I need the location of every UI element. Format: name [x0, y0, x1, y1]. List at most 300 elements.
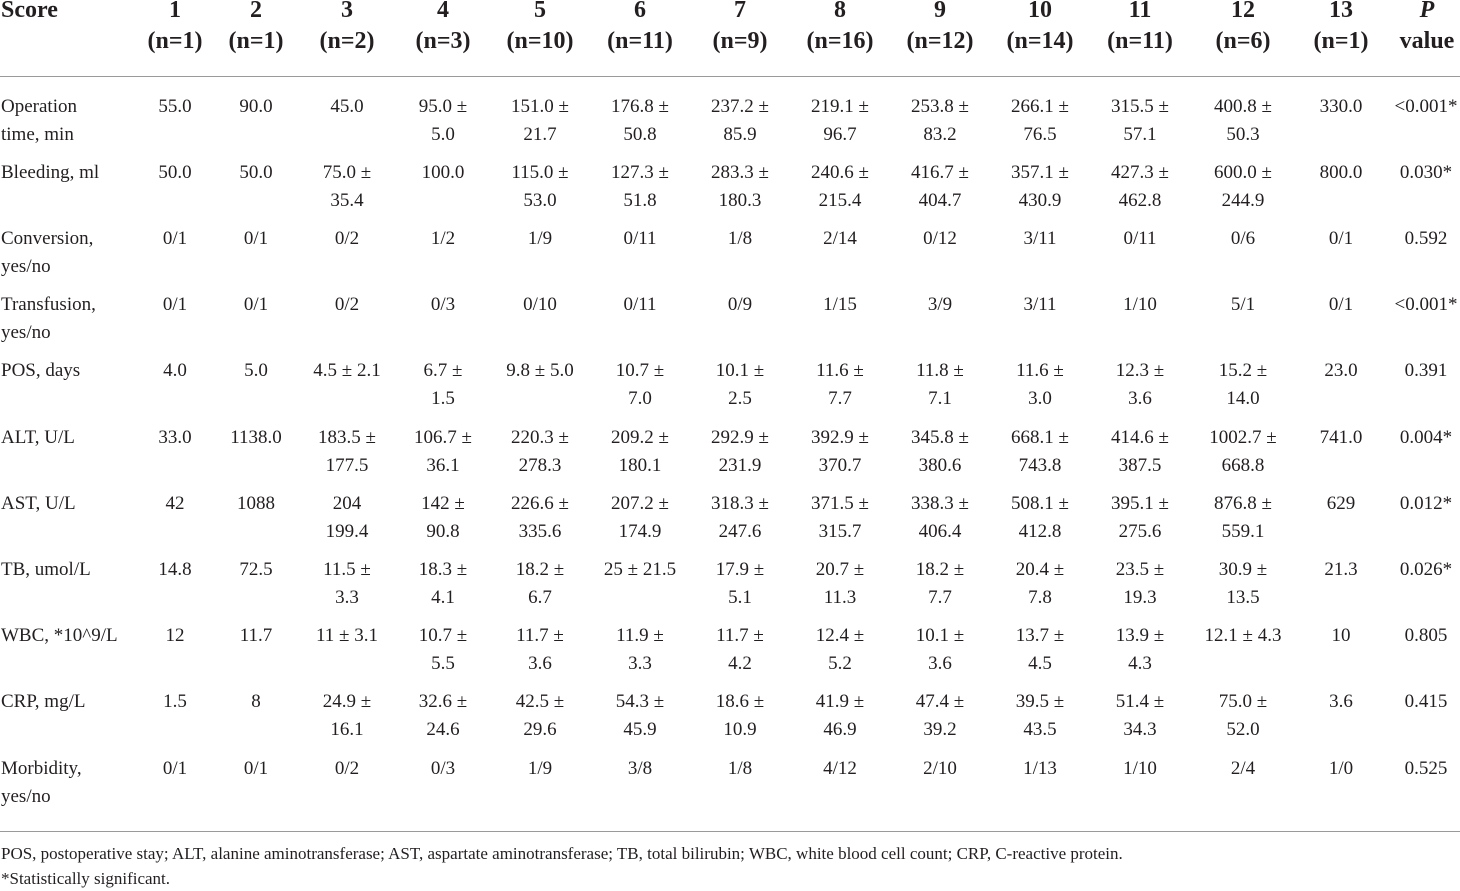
cell-line: 12.4 ±: [815, 625, 865, 646]
cell-line: 12.1 ± 4.3: [1204, 625, 1282, 646]
cell-line: 1002.7 ±: [1209, 427, 1277, 448]
cell-line: 0.030*: [1399, 162, 1453, 183]
table-cell: [390, 556, 496, 612]
table-cell: [987, 225, 1093, 253]
table-cell: [587, 291, 693, 319]
table-cell: [1288, 556, 1394, 584]
table-cell: [987, 556, 1093, 612]
table-cell: [787, 93, 893, 149]
cell-line: 45.0: [330, 96, 364, 117]
row-label: [1, 291, 96, 347]
table-cell: [294, 556, 400, 612]
cell-line: 32.6 ±: [418, 691, 468, 712]
table-cell: [1288, 688, 1394, 716]
header-score-8: [792, 0, 888, 57]
table-cell: [294, 424, 400, 480]
cell-line: 207.2 ±: [611, 493, 669, 514]
table-cell: [587, 556, 693, 584]
row-label-line: WBC, *10^9/L: [1, 625, 118, 646]
cell-line: 4.3: [1128, 653, 1152, 674]
table-cell: [887, 291, 993, 319]
cell-line: 11.7 ±: [716, 625, 764, 646]
table-cell: [587, 93, 693, 149]
table-cell: [1190, 688, 1296, 744]
footnote-abbreviations: POS, postoperative stay; ALT, alanine aminotransferase; AST, aspartate aminotransferase; TB, total bilirubin; WBC, white blood cell count; CRP, C-reactive protein.: [1, 844, 1123, 863]
table-cell: [787, 225, 893, 253]
cell-line: 18.2 ±: [915, 559, 965, 580]
p-value-cell: [1386, 755, 1460, 783]
table-cell: [1190, 490, 1296, 546]
cell-line: 600.0 ±: [1214, 162, 1272, 183]
cell-line: 96.7: [823, 124, 857, 145]
cell-line: 177.5: [325, 455, 369, 476]
table-cell: [1087, 93, 1193, 149]
p-value-cell: [1386, 93, 1460, 121]
cell-line: 668.8: [1221, 455, 1265, 476]
table-cell: [987, 688, 1093, 744]
cell-line: 24.6: [426, 719, 460, 740]
cell-line: 180.3: [718, 190, 762, 211]
cell-line: 0.805: [1404, 625, 1448, 646]
table-cell: [787, 424, 893, 480]
cell-line: 14.0: [1226, 388, 1260, 409]
cell-line: 35.4: [330, 190, 364, 211]
cell-line: 23.5 ±: [1115, 559, 1165, 580]
cell-line: 1/13: [1023, 758, 1057, 779]
table-cell: [887, 93, 993, 149]
cell-line: 10.7 ±: [615, 360, 665, 381]
cell-line: 0.004*: [1399, 427, 1453, 448]
table-cell: [787, 159, 893, 215]
cell-line: 4.5: [1028, 653, 1052, 674]
header-score-number: 12: [1231, 0, 1255, 23]
row-label-line: Conversion,: [1, 228, 94, 249]
cell-line: 0.012*: [1399, 493, 1453, 514]
cell-line: 278.3: [518, 455, 562, 476]
cell-line: 3.0: [1028, 388, 1052, 409]
cell-line: 0/1: [243, 294, 269, 315]
table-cell: [1190, 357, 1296, 413]
cell-line: 371.5 ±: [811, 493, 869, 514]
cell-line: 33.0: [158, 427, 192, 448]
p-value-cell: [1386, 225, 1460, 253]
row-label: [1, 424, 75, 452]
row-label: [1, 556, 91, 584]
cell-line: 292.9 ±: [711, 427, 769, 448]
cell-line: 10: [1331, 625, 1351, 646]
row-label-line: Bleeding, ml: [1, 162, 100, 183]
row-label-line: AST, U/L: [1, 493, 76, 514]
row-label: [1, 225, 93, 281]
cell-line: 247.6: [718, 521, 762, 542]
cell-line: 21.7: [523, 124, 557, 145]
table-cell: [487, 159, 593, 215]
cell-line: 1/8: [727, 228, 753, 249]
header-score-number: 13: [1329, 0, 1353, 23]
p-value-cell: [1386, 159, 1460, 187]
table-cell: [687, 225, 793, 253]
table-cell: [687, 490, 793, 546]
cell-line: 151.0 ±: [511, 96, 569, 117]
cell-line: 668.1 ±: [1011, 427, 1069, 448]
cell-line: 75.0 ±: [322, 162, 372, 183]
cell-line: 2/4: [1230, 758, 1256, 779]
table-cell: [390, 688, 496, 744]
header-score-number: 7: [734, 0, 746, 23]
row-label-line: yes/no: [1, 786, 51, 807]
cell-line: 10.1 ±: [915, 625, 965, 646]
cell-line: 52.0: [1226, 719, 1260, 740]
cell-line: 404.7: [918, 190, 962, 211]
table-cell: [987, 291, 1093, 319]
cell-line: 51.4 ±: [1115, 691, 1165, 712]
table-cell: [390, 225, 496, 253]
table-cell: [987, 755, 1093, 783]
cell-line: 57.1: [1123, 124, 1157, 145]
cell-line: 7.0: [628, 388, 652, 409]
cell-line: 315.5 ±: [1111, 96, 1169, 117]
header-score-number: 6: [634, 0, 646, 23]
cell-line: 0/1: [1328, 294, 1354, 315]
cell-line: 209.2 ±: [611, 427, 669, 448]
header-score-count: (n=11): [1107, 28, 1173, 54]
cell-line: 46.9: [823, 719, 857, 740]
row-label-line: Transfusion,: [1, 294, 96, 315]
cell-line: 13.5: [1226, 587, 1260, 608]
p-value-cell: [1386, 622, 1460, 650]
cell-line: 876.8 ±: [1214, 493, 1272, 514]
cell-line: 0/10: [523, 294, 557, 315]
cell-line: 412.8: [1018, 521, 1062, 542]
cell-line: 2/10: [923, 758, 957, 779]
header-score-number: 10: [1028, 0, 1052, 23]
cell-line: 11.9 ±: [616, 625, 664, 646]
header-rule: [0, 76, 1460, 77]
cell-line: 50.3: [1226, 124, 1260, 145]
table-cell: [390, 622, 496, 678]
cell-line: 1/8: [727, 758, 753, 779]
cell-line: 14.8: [158, 559, 192, 580]
table-cell: [390, 93, 496, 149]
p-value-cell: [1386, 424, 1460, 452]
table-cell: [1087, 556, 1193, 612]
header-score-count: (n=16): [806, 28, 874, 54]
cell-line: 85.9: [723, 124, 757, 145]
table-cell: [390, 291, 496, 319]
table-cell: [887, 424, 993, 480]
cell-line: 1/2: [430, 228, 456, 249]
cell-line: 2/14: [823, 228, 857, 249]
cell-line: 11.6 ±: [816, 360, 864, 381]
table-cell: [294, 490, 400, 546]
cell-line: 7.8: [1028, 587, 1052, 608]
table-cell: [787, 490, 893, 546]
table-cell: [1087, 490, 1193, 546]
cell-line: 3.6: [528, 653, 552, 674]
table-cell: [587, 424, 693, 480]
cell-line: 10.7 ±: [418, 625, 468, 646]
cell-line: 1.5: [163, 691, 187, 712]
cell-line: 0/2: [334, 294, 360, 315]
bottom-rule: [0, 831, 1460, 832]
row-label-line: POS, days: [1, 360, 81, 381]
cell-line: 11.6 ±: [1016, 360, 1064, 381]
table-cell: [487, 225, 593, 253]
table-cell: [1190, 755, 1296, 783]
table-cell: [1087, 159, 1193, 215]
footnote-significance: *Statistically significant.: [1, 869, 171, 888]
table-cell: [687, 159, 793, 215]
cell-line: 0/3: [430, 294, 456, 315]
cell-line: 2.5: [728, 388, 752, 409]
table-cell: [1288, 755, 1394, 783]
cell-line: 387.5: [1118, 455, 1162, 476]
cell-line: 5.5: [431, 653, 455, 674]
cell-line: 106.7 ±: [414, 427, 472, 448]
cell-line: 21.3: [1324, 559, 1358, 580]
table-cell: [487, 688, 593, 744]
cell-line: 0.415: [1404, 691, 1448, 712]
table-cell: [1288, 159, 1394, 187]
header-score-number: 5: [534, 0, 546, 23]
table-cell: [487, 490, 593, 546]
cell-line: 220.3 ±: [511, 427, 569, 448]
table-cell: [587, 225, 693, 253]
header-score-count: (n=11): [607, 28, 673, 54]
cell-line: 11 ± 3.1: [316, 625, 378, 646]
table-cell: [787, 755, 893, 783]
cell-line: 315.7: [818, 521, 862, 542]
table-cell: [887, 490, 993, 546]
cell-line: 1/10: [1123, 758, 1157, 779]
cell-line: 3.3: [335, 587, 359, 608]
cell-line: 7.1: [928, 388, 952, 409]
table-cell: [487, 424, 593, 480]
cell-line: 174.9: [618, 521, 662, 542]
table-cell: [1087, 622, 1193, 678]
cell-line: 3/8: [627, 758, 653, 779]
cell-line: 0/11: [623, 294, 657, 315]
cell-line: 50.8: [623, 124, 657, 145]
cell-line: 142 ±: [421, 493, 465, 514]
cell-line: 9.8 ± 5.0: [506, 360, 574, 381]
header-score-5: [492, 0, 588, 57]
cell-line: 743.8: [1018, 455, 1062, 476]
header-score-count: (n=9): [712, 28, 768, 54]
cell-line: 39.2: [923, 719, 957, 740]
cell-line: 370.7: [818, 455, 862, 476]
header-score-13: [1293, 0, 1389, 57]
table-cell: [1087, 357, 1193, 413]
header-score-9: [892, 0, 988, 57]
cell-line: 11.7: [239, 625, 273, 646]
cell-line: 41.9 ±: [815, 691, 865, 712]
header-score-count: (n=6): [1215, 28, 1271, 54]
header-score-count: (n=2): [319, 28, 375, 54]
cell-line: 3/11: [1023, 228, 1057, 249]
cell-line: 10.1 ±: [715, 360, 765, 381]
p-value-cell: [1386, 490, 1460, 518]
header-score-3: [299, 0, 395, 57]
cell-line: 0/11: [1123, 228, 1157, 249]
cell-line: 20.4 ±: [1015, 559, 1065, 580]
table-cell: [687, 424, 793, 480]
table-cell: [1087, 688, 1193, 744]
cell-line: 29.6: [523, 719, 557, 740]
cell-line: 204: [332, 493, 362, 514]
table-cell: [1190, 424, 1296, 480]
header-score-4: [395, 0, 491, 57]
cell-line: 11.5 ±: [323, 559, 371, 580]
table-cell: [987, 622, 1093, 678]
row-label-line: yes/no: [1, 322, 51, 343]
table-cell: [1087, 424, 1193, 480]
cell-line: 0/6: [1230, 228, 1256, 249]
table-cell: [687, 357, 793, 413]
cell-line: 4.1: [431, 587, 455, 608]
header-pvalue-p: P: [1419, 0, 1435, 23]
cell-line: 3.3: [628, 653, 652, 674]
table-cell: [987, 357, 1093, 413]
cell-line: 45.9: [623, 719, 657, 740]
cell-line: 345.8 ±: [911, 427, 969, 448]
table-cell: [1190, 556, 1296, 612]
table-cell: [587, 622, 693, 678]
table-cell: [1288, 490, 1394, 518]
header-score-number: 8: [834, 0, 846, 23]
header-score-count: (n=3): [415, 28, 471, 54]
cell-line: 0.391: [1404, 360, 1448, 381]
table-cell: [487, 93, 593, 149]
table-cell: [687, 291, 793, 319]
cell-line: 0/2: [334, 228, 360, 249]
cell-line: 0/3: [430, 758, 456, 779]
table-cell: [294, 357, 400, 385]
cell-line: 3.6: [1329, 691, 1353, 712]
table-cell: [1288, 424, 1394, 452]
cell-line: 76.5: [1023, 124, 1057, 145]
cell-line: 24.9 ±: [322, 691, 372, 712]
cell-line: 13.9 ±: [1115, 625, 1165, 646]
cell-line: 253.8 ±: [911, 96, 969, 117]
cell-line: 30.9 ±: [1218, 559, 1268, 580]
cell-line: 335.6: [518, 521, 562, 542]
cell-line: 741.0: [1319, 427, 1363, 448]
table-cell: [487, 291, 593, 319]
table-cell: [887, 556, 993, 612]
cell-line: 5.1: [728, 587, 752, 608]
cell-line: 462.8: [1118, 190, 1162, 211]
cell-line: 199.4: [325, 521, 369, 542]
row-label: [1, 755, 82, 811]
row-label-line: Operation: [1, 96, 77, 117]
cell-line: 1/15: [823, 294, 857, 315]
table-cell: [1190, 291, 1296, 319]
cell-line: 215.4: [818, 190, 862, 211]
table-cell: [390, 490, 496, 546]
table-cell: [887, 357, 993, 413]
cell-line: 629: [1326, 493, 1356, 514]
header-score-number: 4: [437, 0, 449, 23]
cell-line: 392.9 ±: [811, 427, 869, 448]
table-cell: [487, 357, 593, 385]
cell-line: 0.026*: [1399, 559, 1453, 580]
row-label: [1, 688, 85, 716]
table-cell: [687, 755, 793, 783]
cell-line: 43.5: [1023, 719, 1057, 740]
table-cell: [887, 225, 993, 253]
header-score-count: (n=12): [906, 28, 974, 54]
table-cell: [787, 291, 893, 319]
table-cell: [887, 755, 993, 783]
header-pvalue: [1394, 0, 1460, 57]
cell-line: 226.6 ±: [511, 493, 569, 514]
table-cell: [487, 622, 593, 678]
cell-line: 5.0: [431, 124, 455, 145]
table-cell: [294, 93, 400, 121]
table-cell: [1087, 291, 1193, 319]
cell-line: <0.001*: [1394, 96, 1458, 117]
table-cell: [887, 159, 993, 215]
table-cell: [987, 424, 1093, 480]
cell-line: 508.1 ±: [1011, 493, 1069, 514]
cell-line: 39.5 ±: [1015, 691, 1065, 712]
cell-line: 100.0: [421, 162, 465, 183]
table-cell: [587, 490, 693, 546]
header-score-10: [992, 0, 1088, 57]
cell-line: 0/2: [334, 758, 360, 779]
header-score-count: (n=14): [1006, 28, 1074, 54]
cell-line: 4.2: [728, 653, 752, 674]
header-score-count: (n=10): [506, 28, 574, 54]
row-label-line: yes/no: [1, 256, 51, 277]
cell-line: 338.3 ±: [911, 493, 969, 514]
cell-line: 380.6: [918, 455, 962, 476]
cell-line: 8: [251, 691, 261, 712]
header-score: Score: [1, 0, 58, 23]
row-label-line: ALT, U/L: [1, 427, 75, 448]
cell-line: 16.1: [330, 719, 364, 740]
table-cell: [1087, 755, 1193, 783]
row-label-line: Morbidity,: [1, 758, 82, 779]
cell-line: 53.0: [523, 190, 557, 211]
row-label: [1, 159, 99, 187]
table-cell: [987, 159, 1093, 215]
cell-line: 1138.0: [230, 427, 282, 448]
cell-line: 10.9: [723, 719, 757, 740]
header-score-6: [592, 0, 688, 57]
row-label: [1, 622, 118, 650]
table-cell: [1288, 93, 1394, 121]
cell-line: 4.0: [163, 360, 187, 381]
cell-line: 83.2: [923, 124, 957, 145]
table-cell: [390, 424, 496, 480]
table-cell: [1190, 159, 1296, 215]
row-label: [1, 93, 77, 149]
cell-line: 51.8: [623, 190, 657, 211]
cell-line: 0/9: [727, 294, 753, 315]
p-value-cell: [1386, 357, 1460, 385]
cell-line: 0/11: [623, 228, 657, 249]
cell-line: 283.3 ±: [711, 162, 769, 183]
table-cell: [487, 556, 593, 612]
row-label-line: time, min: [1, 124, 74, 145]
cell-line: 427.3 ±: [1111, 162, 1169, 183]
cell-line: 240.6 ±: [811, 162, 869, 183]
cell-line: 23.0: [1324, 360, 1358, 381]
table-cell: [390, 159, 496, 187]
table-cell: [1288, 225, 1394, 253]
